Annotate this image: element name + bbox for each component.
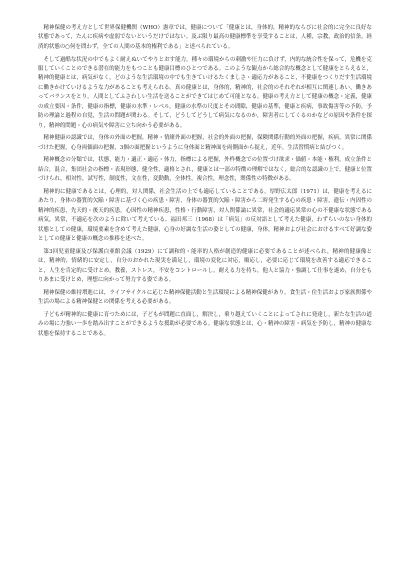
paragraph-conference-1929: 第3回児童健康及び保護白亜館会議（1929）にて調和的・能率的人格が創造的健康に必要であることが述べられ，精神的健康像とは，精神的，情緒的に安定し，自分のおかれた現実を満足し，環境の変化に対応，順応し，必要に応じて環境を改善する適応できること，人生を肯定的に受けとめ，教養，ストレス，不安をコントロールし，耐える力を持ち，他人と協力・強調して仕事を遂め，自分をもりあまに受けとめ，理想に向かって努力する姿である。 [38, 248, 372, 284]
paragraph-mental-health-concept: そして過酷な状況の中でもよく耐えぬいてやりとおす能力，種々の環境からの刺激や圧力に負けず，内的な統合性を保って，危機を克服していくことのできる潜在的能力をもつことも健康目標のひとつである。このような観点から総合的な概念として健康をとらえると，精神的健康とは，病気がなく，どのような生活環境の中でも生きていけるたくましさ・適応力があること，不健康をつくりだす生活環境に働きかけていけるような力があることも考えられる。真の健康とは，身体的，精神的，社会的のそれぞれが相互に関連しあい，働きあってバランスをとり，人間としてふさわしい生活を送ることができてはじめて可能となる。健康の考え方として健康の概念・定義，健康の成立要因・条件，健康の指標，健康の水準・レベル，健康の水準の尺度とその間隙，健康の基準，健康と疾病，事故傷害等の予防，予防の理論と過程の自覚，生活の問題が関わる。そして，どうしてどうして病気になるのか，障害者にしてくるのかなどの原因や条件を探り，精神的問題・心の病気や障害に立ち向かう必要がある。 [38, 56, 372, 129]
paragraph-who-definition: 精神保健の考え方として世界保健機関（WHO）憲章では，健康について「健康とは，身体的，精神的ならびに社会的に完全に良好な状態であって，たんに疾病や虚弱でないというだけではない。及ぶ限り最高の健康標準を享受することは，人種，宗教，政治的信条，経済的状態の○何を問わず，全ての人間の基本的権利である」と述べられている。 [38, 25, 372, 50]
paragraph-mental-wellness-definitions: 精神的に健康であるとは，心理的，対人関係，社会生活の上でも適応していることである。厚野広太郎（1971）は，健康を考えるにあたり，身体の器質的欠陥・障害に基づく心の疾患・障害，身体の器質的欠陥・障害から二時発生する心の疾患・障害，遺伝・内因性の精神的疾患，先天的・後天的疾患，心因性の精神疾患，性格・行動障害，対人関係論に異常，社会的適応異常の心の不健康な状態である病気，異常，不適応を次のように除いて考えている。福田邦三（1968）は「病気」の反対語として考えた健康，わずらいのない身体的状態としての健康，環境要素を含めて考えた健康，心身の好調な生活の姿としての健康，身体，精神および社会におけるすべて好調な姿としての健康と健康の概念の推移を述べた。 [38, 189, 372, 243]
paragraph-health-recognition: 精神健康の認識では，身体の外面の把握，精神・情緒外面の把握，社会的外面の把握，保険関係行動的外面の把握，疾病，異常に関係づけた把握，心身両価面の把握，3個の面把握というように身体面と精神面を両側面から捉え，近年，生活習慣病と結びつく。 [38, 135, 372, 151]
paragraph-child-development: 子どもが精神的に健康に育つためには，子どもが問題に直面し，解決し，乗り越えていくことによってされに発達し，新たな生活の道みの場に力強い一歩を踏み出すことができるような援助が必要である。健康な状態とは，心・精神の障害・病気を予防し，精神の健康な状態を保持することである。 [38, 312, 372, 337]
paragraph-concept-classification: 精神概念の分類では，状態，能力・適正・適応・体力，指標による把握，外枠概念での位置づけ欲求・価値・本能・権利，成立条件と結合，混合，集団社会の指標・表現形態，健全性，適格とされ，健康とは一部の特徴の理解ではなく，総合的な認識の上で，健康と位置づけられ，相対性，試写性，制度性，文在性，変動動，全体性，複合性，理念性，関係性の特徴がある。 [38, 157, 372, 183]
paragraph-lifecycle: 精神保健の維持増進には，ライフサイクルに応じた精神保健活動と生活環境による精神保健があり，食生活・住生活および家族関係や生活の場による精神保健との関係を考える必要がある。 [38, 289, 372, 306]
